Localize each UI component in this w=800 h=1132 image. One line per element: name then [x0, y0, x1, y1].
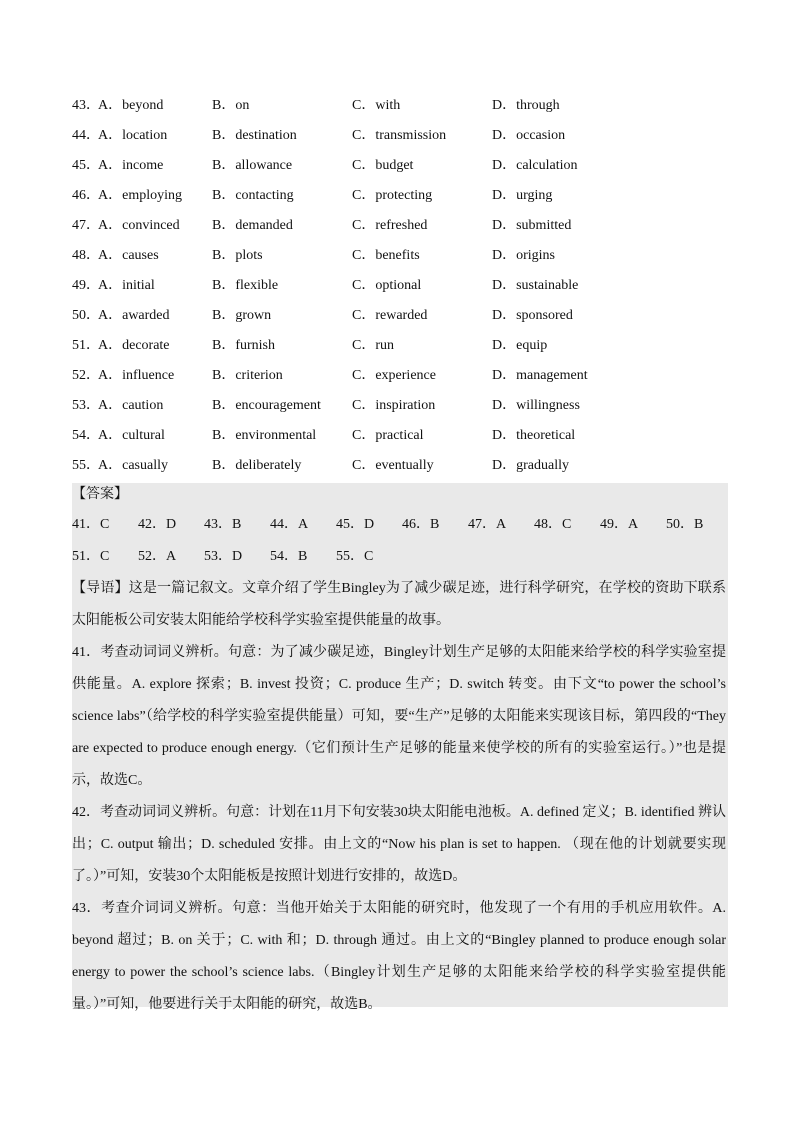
question-number: 55．: [72, 458, 100, 473]
answer-item: 41．C: [72, 517, 110, 532]
option-b: B．on: [212, 98, 250, 113]
option-a: A．casually: [98, 458, 168, 473]
option-c: C．with: [352, 98, 401, 113]
explanation-42: 42．考查动词词义辨析。句意：计划在11月下旬安装30块太阳能电池板。A. defined 定义；B. identified 辨认出；C. output 输出；D. scheduled 安排。由上文的“Now his plan is set to happen. （现在他的计划就要实现了。）”可知，安装30个太阳能板是按照计划进行安排的，故选D。: [72, 805, 726, 884]
explanation-41: 41．考查动词词义辨析。句意：为了减少碳足迹，Bingley计划生产足够的太阳能来给学校的科学实验室提供能量。A. explore 探索；B. invest 投资；C. produce 生产；D. switch 转变。由下文“to power the school’s science labs”（给学校的科学实验室提供能量）可知，要“生产”足够的太阳能来实现该目标，第四段的“They are expected to produce enough energy.（它们预计生产足够的能量来使学校的所有的实验室运行。）”也是提示，故选C。: [72, 645, 726, 788]
option-a: A．convinced: [98, 218, 180, 233]
answer-item: 54．B: [270, 549, 308, 564]
option-a: A．location: [98, 128, 168, 143]
question-number: 53．: [72, 398, 100, 413]
question-number: 48．: [72, 248, 100, 263]
answer-item: 44．A: [270, 517, 309, 532]
option-b: B．demanded: [212, 218, 293, 233]
option-a: A．beyond: [98, 98, 164, 113]
question-number: 52．: [72, 368, 100, 383]
option-c: C．transmission: [352, 128, 447, 143]
option-d: D．calculation: [492, 158, 578, 173]
option-a: A．cultural: [98, 428, 165, 443]
option-b: B．furnish: [212, 338, 275, 353]
option-row-43: [72, 96, 732, 126]
option-a: A．income: [98, 158, 164, 173]
option-row-46: [72, 186, 732, 216]
option-b: B．encouragement: [212, 398, 321, 413]
option-c: C．practical: [352, 428, 424, 443]
option-row-45: [72, 156, 732, 186]
option-d: D．willingness: [492, 398, 580, 413]
question-number: 51．: [72, 338, 100, 353]
option-b: B．destination: [212, 128, 297, 143]
question-number: 43．: [72, 98, 100, 113]
option-a: A．influence: [98, 368, 175, 383]
option-a: A．caution: [98, 398, 164, 413]
option-d: D．origins: [492, 248, 555, 263]
answer-item: 55．C: [336, 549, 374, 564]
question-number: 45．: [72, 158, 100, 173]
answer-heading: 【答案】: [72, 487, 128, 502]
answer-item: 51．C: [72, 549, 110, 564]
option-row-50: [72, 306, 732, 336]
option-b: B．grown: [212, 308, 272, 323]
answer-item: 42．D: [138, 517, 177, 532]
question-number: 49．: [72, 278, 100, 293]
answer-item: 50．B: [666, 517, 704, 532]
option-d: D．occasion: [492, 128, 566, 143]
answer-item: 46．B: [402, 517, 440, 532]
option-d: D．urging: [492, 188, 553, 203]
option-row-53: [72, 396, 732, 426]
option-a: A．initial: [98, 278, 155, 293]
option-b: B．criterion: [212, 368, 283, 383]
option-c: C．refreshed: [352, 218, 428, 233]
option-c: C．run: [352, 338, 394, 353]
option-c: C．inspiration: [352, 398, 436, 413]
option-b: B．flexible: [212, 278, 279, 293]
option-b: B．deliberately: [212, 458, 302, 473]
option-d: D．sponsored: [492, 308, 573, 323]
option-c: C．protecting: [352, 188, 433, 203]
option-c: C．rewarded: [352, 308, 428, 323]
option-d: D．theoretical: [492, 428, 576, 443]
option-d: D．equip: [492, 338, 548, 353]
answer-item: 53．D: [204, 549, 243, 564]
answer-item: 48．C: [534, 517, 572, 532]
intro-paragraph: 【导语】这是一篇记叙文。文章介绍了学生Bingley为了减少碳足迹，进行科学研究，在学校的资助下联系太阳能板公司安装太阳能给学校科学实验室提供能量的故事。: [72, 581, 726, 628]
option-c: C．experience: [352, 368, 436, 383]
answer-item: 49．A: [600, 517, 639, 532]
option-a: A．awarded: [98, 308, 170, 323]
option-c: C．eventually: [352, 458, 434, 473]
option-d: D．sustainable: [492, 278, 579, 293]
option-d: D．submitted: [492, 218, 572, 233]
option-a: A．employing: [98, 188, 182, 203]
option-row-47: [72, 216, 732, 246]
answer-section: [72, 483, 728, 1012]
question-number: 50．: [72, 308, 100, 323]
option-a: A．decorate: [98, 338, 170, 353]
option-row-54: [72, 426, 732, 456]
option-b: B．allowance: [212, 158, 293, 173]
option-c: C．optional: [352, 278, 422, 293]
question-number: 44．: [72, 128, 100, 143]
question-number: 54．: [72, 428, 100, 443]
option-d: D．management: [492, 368, 588, 383]
option-d: D．gradually: [492, 458, 569, 473]
option-d: D．through: [492, 98, 560, 113]
option-c: C．benefits: [352, 248, 420, 263]
option-row-51: [72, 336, 732, 366]
answer-item: 45．D: [336, 517, 375, 532]
option-row-44: [72, 126, 732, 156]
option-c: C．budget: [352, 158, 414, 173]
option-b: B．contacting: [212, 188, 294, 203]
option-b: B．plots: [212, 248, 263, 263]
answer-item: 47．A: [468, 517, 507, 532]
explanation-43: 43．考查介词词义辨析。句意：当他开始关于太阳能的研究时，他发现了一个有用的手机应用软件。A. beyond 超过；B. on 关于；C. with 和；D. through 通过。由上文的“Bingley planned to produce enough solar energy to power the school’s science labs.（Bingley计划生产足够的太阳能来给学校的科学实验室提供能量。）”可知，他要进行关于太阳能的研究，故选B。: [72, 901, 726, 1012]
question-number: 47．: [72, 218, 100, 233]
option-b: B．environmental: [212, 428, 317, 443]
answer-item: 43．B: [204, 517, 242, 532]
option-row-52: [72, 366, 732, 396]
option-row-49: [72, 276, 732, 306]
option-row-48: [72, 246, 732, 276]
options-list: [72, 96, 732, 486]
question-number: 46．: [72, 188, 100, 203]
answer-item: 52．A: [138, 549, 177, 564]
option-a: A．causes: [98, 248, 159, 263]
option-row-55: [72, 456, 732, 486]
